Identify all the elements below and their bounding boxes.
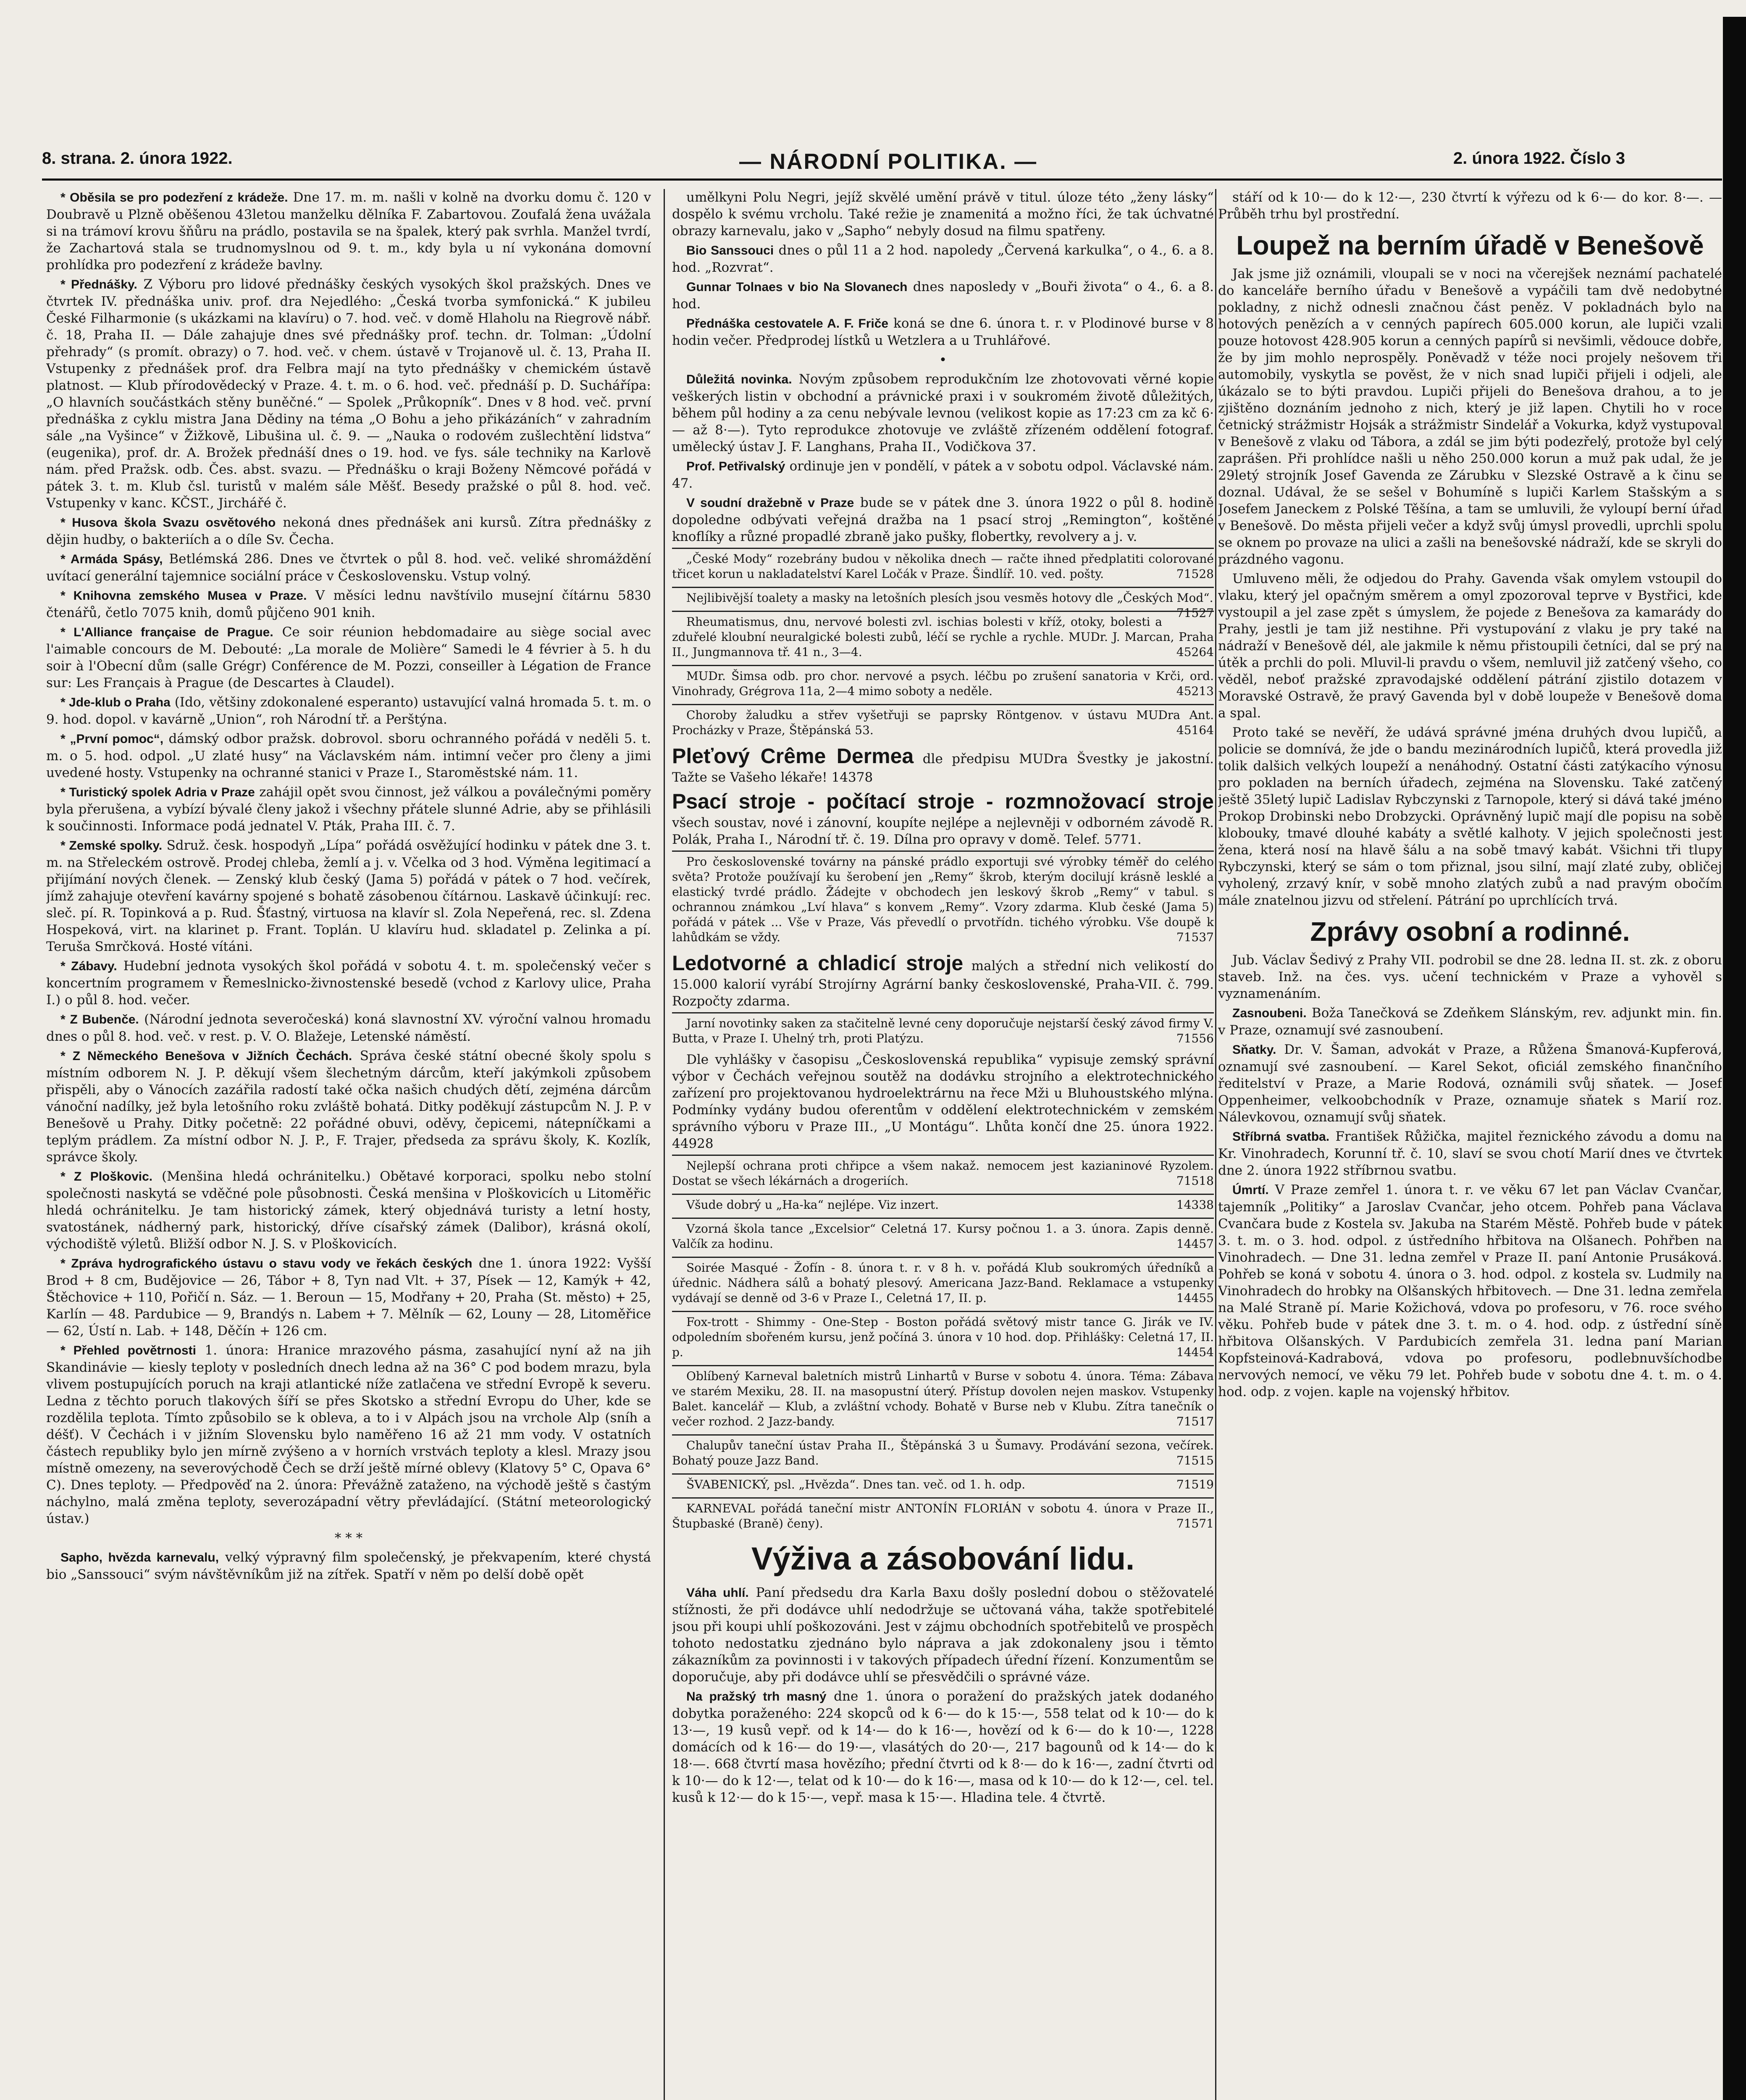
- item-text: (Národní jednota severočeská) koná slavnostní XV. výroční valnou hromadu dnes o půl 8. hod. več. v rest. p. V. O. Blažeje, Letenské náměstí.: [46, 1012, 651, 1044]
- item-headline: * „První pomoc“,: [60, 732, 164, 746]
- item-text: Jak jsme již oznámili, vloupali se v noci na včerejšek neznámí pachatelé do kanceláře berního úřadu v Benešově a vypáčili tam dvě nedobytné pokladny, z nichž odnesli značnou část peněz. V pokladnách bylo na hotových penězích a v cenných papírech 605.000 korun, ale lupiči vzali pouze hotovost 428.905 korun a cenných papírů si nevšimli, vědouce dobře, že by jim mohlo neprospěly. Poněvadž v téže noci projely nešovem tři automobily, vyskytla se pověst, že v nich snad lupiči přijeli i odjeli, ale úkázalo se to býti pravdou. Lupiči přijeli do Benešova drahou, a to je zjištěno doznáním jednoho z nich, který je již lapen. Chytili ho v roce četnický strážmistr Hojsák a strážmistr Sindelář a Vokurka, když vystupoval v Benešově z vlaku od Tábora, a zdál se jim býti podezřelý, protože byl celý zaprášen. Při prohlídce našli u něho 250.000 korun a muž pak udal, že je 29letý strojník Josef Gavenda ze Zárubku v Slezské Ostravě a k činu se doznal. Udával, že se sešel v Bohumíně s lupiči Karlem Stašským a s Josefem Janeckem z Polské Těšína, a tam se umluvili, že vyloupí berní úřad v Benešově. Do města přijeli večer a když svůj úmysl provedli, uprchli spolu se oknem po provaze na ulici a zašli na benešovské nádraží, kde se skryli do prázdného vagonu.: [1218, 266, 1722, 567]
- ad-number: 14338: [1176, 1198, 1214, 1212]
- item-text: dle předpisu MUDra Švestky je jakostní. Tažte se Vašeho lékaře! 14378: [672, 751, 1214, 785]
- news-item: [1218, 952, 1722, 1002]
- news-item: [46, 1047, 651, 1166]
- column-rule: [664, 189, 665, 2100]
- item-text: V měsíci lednu navštívilo musejní čítárnu 5830 čtenářů, četlo 7075 knih, domů půjčeno 901 knih.: [46, 588, 651, 620]
- item-headline: Váha uhlí.: [686, 1586, 749, 1600]
- item-headline: Úmrtí.: [1232, 1183, 1269, 1197]
- column-2: [672, 189, 1214, 2100]
- advertisement: Choroby žaludku a střev vyšetřuji se paprsky Röntgenov. v ústavu MUDra Ant. Procházky v Praze, Štěpánská 53. 45164: [672, 704, 1214, 740]
- page-header: [42, 149, 1722, 187]
- news-item: [46, 189, 651, 273]
- advertisement: „České Mody“ rozebrány budou v několika dnech — račte ihned předplatiti colorované třicet korun u nakladatelství Karel Ločák v Praze. Šindlíř. 10. ved. pošty. 71528: [672, 548, 1214, 584]
- item-text: dnes o půl 11 a 2 hod. napoledy „Červená karkulka“, o 4., 6. a 8. hod. „Rozvrat“.: [672, 243, 1214, 275]
- item-text: malých a střední nich velikostí do 15.000 kalorií vyrábí Strojírny Agrární banky československé, Praha-VII. č. 799. Rozpočty zdarma.: [672, 958, 1214, 1009]
- item-headline: Zasnoubeni.: [1232, 1006, 1307, 1020]
- item-text: Dne 17. m. m. našli v kolně na dvorku domu č. 120 v Doubravě u Plzně oběšenou 43letou manželku dělníka F. Zabartovou. Zoufalá žena uvážala si na trámoví krovu šňůru na prádlo, postavila se na špalek, který pak svrhla. Manžel tvrdí, že Zachartová stala se trudnomyslnou od 9. t. m., kdy byla u ní vykonána domovní prohlídka pro podezření z krádeže bavlny.: [46, 190, 651, 273]
- item-text: velký výpravný film společenský, je překvapením, které chystá bio „Sanssouci“ svým návštěvníkům již na zítřek. Spatří v něm po delší době opět: [46, 1550, 651, 1582]
- item-headline: Přednáška cestovatele A. F. Friče: [686, 317, 889, 331]
- item-text: 1. února: Hranice mrazového pásma, zasahující nyní až na jih Skandinávie — kiesly teploty v posledních dnech ledna až na 36° C pod bodem mrazu, byla vlivem postupujících poruch na kraji atlantické níže zatlačena ve střední Evropě k severu. Ledna z těchto poruch tlakových šíří se přes Skotsko a střední Evropu do Uher, kde se rozdělila teplota. Tímto způsobilo se k obleva, a to i v Alpách jsou na vrchole Alp (sníh a déšť). V Čechách i v jižním Slovensku bylo naměřeno 16 až 21 mm vody. V ostatních částech republiky bylo jen mírně zvýšeno a v horních vrstvách teploty a klesl. Mrazy jsou místně omezeny, na severovýchodě Čech se drží ještě mírné oblevy (Klatovy 5° C, Opava 6° C). Dnes teploty. — Předpověď na 2. února: Převážně zataženo, na východě ještě s častým náchylno, malá změna teploty, severozápadní větry převládající. (Státní meteorologický ústav.): [46, 1343, 651, 1526]
- item-headline: * Armáda Spásy,: [60, 552, 163, 566]
- news-item: [46, 551, 651, 585]
- item-text: Proto také se nevěří, že udává správné jména druhých dvou lupičů, a policie se domnívá, že jde o bandu mezinárodních lupičů, která provedla již tolik dalšich velkých loupeží a nenáhodný. Ostatní části zatýkacího výnosu pro pokladen na berních úřadech, zejména na Slovensku. Také zatčený ještě 35letý lupič Ladislav Rybczynski z Tarnopole, který si dává také jméno Prokop Drobinski nebo Drobzycki. Oprávněný lupič mají dle popisu na sobě klobouky, tmavé dlouhé kabáty a světlé kalhoty. V jejich společnosti jest žena, která nosí na hlavě šálu a na sobě tmavý kabát. Všichni tři tlupy Rybczynski, který se sám o tom přiznal, jsou silní, mají zlaté zuby, obličej vyholený, zrzavý knír, v sobě mnoho zlatých zubů a nad pravým obočím mále znatelnou jizvu od střelení. Pátrání po uprchlících trvá.: [1218, 725, 1722, 908]
- item-text: (Menšina hledá ochránitelku.) Obětavé korporaci, spolku nebo stolní společnosti naskytá se vděčné pole působnosti. Česká menšina v Ploškovicích u Litoměřic hledá ochránitelku. Je tam historický zámek, který objednává turisty a letní hosty, svatostánek, nádherný park, historický, dříve císařský zámek (Dalibor), krásná okolí, východiště výletů. Bližší odbor N. J. S. v Ploškovicích.: [46, 1169, 651, 1252]
- ad-number: 45213: [1176, 684, 1214, 698]
- news-item: [672, 1051, 1214, 1152]
- news-item: [1218, 1005, 1722, 1039]
- item-headline: * Oběsila se pro podezření z krádeže.: [60, 191, 288, 205]
- advertisement: MUDr. Šimsa odb. pro chor. nervové a psych. léčbu po zrušení sanatoria v Krči, ord. Vinohrady, Grégrova 11a, 2—4 mimo soboty a neděle. 45213: [672, 665, 1214, 701]
- news-item: [46, 694, 651, 728]
- item-text: dne 1. února o poražení do pražských jatek dodaného dobytka poraženého: 224 skopců od k 6·— do k 15·—, 558 telat od k 10·— do k 13·—, 19 kusů vepř. od k 14·— do k 16·—, hovězí od k 6·— do k 10·—, 1228 domácích od k 16·— do 19·—, vlasátých do 20·—, 217 bagounů od k 14·— do k 18·—. 668 čtvrtí masa hovězího; přední čtvrti od k 8·— do k 16·—, zadní čtvrti od k 10·— do k 12·—, telat od k 10·— do k 16·—, masa od k 10·— do k 12·—, cel. tel. kusů k 12·— do k 15·—, vepř. masa k 15·—. Hladina tele. 4 čtvrtě.: [672, 1689, 1214, 1805]
- item-text: Betlémská 286. Dnes ve čtvrtek o půl 8. hod. več. veliké shromáždění uvítací generální tajemnice sociální práce v Československu. Vstup volný.: [46, 551, 651, 584]
- item-text: dámský odbor pražsk. dobrovol. sboru ochranného pořádá v neděli 5. t. m. o 5. hod. odpol. „U zlaté husy“ na Václavském nám. intimní večer pro členy a jimi uvedené hosty. Vstupenky na ochranné stanici v Praze I., Staroměstské nám. 11.: [46, 731, 651, 780]
- section-heading: Výživa a zásobování lidu.: [751, 1541, 1135, 1577]
- ad-number: 45264: [1176, 645, 1214, 659]
- ad-number: 14454: [1176, 1345, 1214, 1359]
- item-headline: * Husova škola Svazu osvětového: [60, 516, 276, 530]
- item-text: bude se v pátek dne 3. února 1922 o půl 8. hodině dopoledne odbývati veřejná dražba na 1 psací stroj „Remington“, koštěné knoflíky a různé propadlé zbraně jako pušky, flobertky, revolvery a j. v.: [672, 495, 1214, 544]
- news-item: [672, 371, 1214, 455]
- news-item: [1218, 265, 1722, 568]
- header-left: 8. strana. 2. února 1922.: [42, 149, 233, 168]
- section-heading: Zprávy osobní a rodinné.: [1310, 916, 1630, 947]
- item-headline: * Zábavy.: [60, 959, 117, 973]
- item-text: Novým způsobem reprodukčním lze zhotovovati věrné kopie veškerých listin v obchodní a právnické praxi i v soukromém životě důležitých, během půl hodiny a za cenu nebývale levnou (velikost kopie as 17:23 cm za kč 6·— až 8·—). Tyto reprodukce zhotovuje ve zvláště zřízeném oddělení fotograf. umělecký ústav J. F. Langhans, Praha II., Vodičkova 37.: [672, 372, 1214, 454]
- masthead: — NÁRODNÍ POLITIKA. —: [739, 150, 1038, 174]
- item-text: Umluveno měli, že odjedou do Prahy. Gavenda však omylem vstoupil do vlaku, který jel opačným směrem a omyl zpozoroval teprve v Bystřici, kde vystoupil a jel zase zpět s úmyslem, že pojede z Benešova za kamarády do Prahy, jestli je tam již nestihne. Při vystupování z vlaku je pry také na nádraží v Benešově dél, ale jakmile k němu přistoupili četníci, dal se prý na útěk a prchli do poli. Mluvil-li pravdu o všem, nemluvil již zatčený všeho, co věděl, neboť pražské zpravodajské oddělení pátrání zjistilo dotazem v Moravské Ostravě, že pravý Gavenda byl v době loupeže v Benešově doma a spal.: [1218, 571, 1722, 721]
- item-text: všech soustav, nové i zánovní, koupíte nejlépe a nejlevněji v odborném závodě R. Polák, Praha I., Národní tř. č. 19. Dílna pro opravy v domě. Telef. 5771.: [672, 815, 1214, 847]
- advertisement: Fox-trott - Shimmy - One-Step - Boston pořádá světový mistr tance G. Jirák ve IV. odpoledním sbořeném kursu, jenž počíná 3. února v 10 hod. dop. Přihlášky: Celetná 17, II. p. 14454: [672, 1311, 1214, 1362]
- item-text: V Praze zemřel 1. února t. r. ve věku 67 let pan Václav Cvančar, tajemník „Politiky“ a Jaroslav Cvančar, jeho otcem. Pohřeb pana Václava Cvančara bude z Kostela sv. Jakuba na Starém Městě. Pohřeb bude v pátek 3. t. m. o 3. hod. odpol. z ústředního hřbitova na Olšanech. Pohřben na Vinohradech. — Dne 31. ledna zemřel v Praze II. paní Antonie Prusáková. Pohřeb se koná v sobotu 4. února o 3. hod. odpol. z kostela sv. Ludmily na Vinohradech do hrobky na Olšanských hřbitovech. — Dne 31. ledna zemřela na Malé Straně pí. Marie Kožichová, vdova po profesoru, v 76. roce svého věku. Pohřeb bude v pátek dne 3. t. m. o 4. hod. odp. z ústřední síně hřbitova Olšanských. V Pardubicích zemřela 31. ledna paní Marian Kopfsteinová-Kadrabová, vdova po profesoru, podlebnuvšíchodbe nervových nemocí, ve věku 79 let. Pohřeb bude v sobotu dne 4. t. m. o 4. hod. odp. z vojen. kaple na vojenský hřbitov.: [1218, 1182, 1722, 1399]
- ad-headline: Pleťový Crême Dermea: [672, 744, 914, 768]
- ad-number: 71571: [1176, 1517, 1214, 1530]
- item-headline: Stříbrná svatba.: [1232, 1130, 1330, 1144]
- advertisement: Oblíbený Karneval baletních mistrů Linhartů v Burse v sobotu 4. února. Téma: Zábava ve starém Mexiku, 28. II. na masopustní úterý. Přístup dovolen nejen maskov. Vstupenky Balet. kancelář — Klub, a zvláštní vchody. Bohatě v Burse neb v Klubu. Zítra tanečník o večer rozhod. 2 Jazz-bandy. 71517: [672, 1365, 1214, 1432]
- news-item: [46, 1011, 651, 1045]
- news-item: [672, 315, 1214, 349]
- news-item: [46, 587, 651, 621]
- item-text: Boža Tanečková se Zdeňkem Slánským, rev. adjunkt min. fin. v Praze, oznamují své zasnoubení.: [1218, 1005, 1722, 1038]
- section-heading: Loupež na berním úřadě v Benešově: [1236, 230, 1704, 260]
- item-headline: * Turistický spolek Adria v Praze: [60, 785, 255, 799]
- news-item: [46, 1342, 651, 1527]
- ad-number: 71556: [1176, 1032, 1214, 1045]
- item-headline: * Jde-klub o Praha: [60, 696, 171, 709]
- news-item: [46, 1549, 651, 1583]
- ad-headline: Psací stroje - počítací stroje - rozmnožovací stroje: [672, 790, 1214, 813]
- ad-number: 71527: [1176, 606, 1214, 620]
- ad-number: 45164: [1176, 723, 1214, 737]
- item-headline: * Přehled povětrnosti: [60, 1344, 197, 1357]
- section-divider: •: [939, 352, 947, 368]
- ad-number: 71537: [1176, 930, 1214, 944]
- item-text: František Růžička, majitel řeznického závodu a domu na Kr. Vinohradech, Korunní tř. č. 10, slaví se svou chotí Marií dnes ve čtvrtek dne 2. února 1922 stříbrnou svatbu.: [1218, 1129, 1722, 1178]
- item-text: (Ido, většiny zdokonalené esperanto) ustavující valná hromada 5. t. m. o 9. hod. dopol. v kavárně „Union“, roh Národní tř. a Perštýna.: [46, 695, 651, 727]
- item-headline: * Z Německého Benešova v Jižních Čechách.: [60, 1049, 352, 1063]
- advertisement: Pro československé továrny na pánské prádlo exportuji své výrobky téměř do celého světa? Protože používají ku šerobení jen „Remy“ škrob, kterým docilují krásně lesklé a elastický tvrdé prádlo. Žádejte v obchodech jen leskový škrob „Remy“ v tabul. s ochrannou známkou „Lví hlava“ s konvem „Remy“. Vzory zdarma. Klub české (Jama 5) pořádá v pátek ... Vše v Praze, Vás převedlí o prvotřídn. tichého výrobku. Vše doupě k lahůdkám se vždy. 71537: [672, 850, 1214, 948]
- item-headline: * Přednášky.: [60, 278, 137, 291]
- news-item: [672, 189, 1214, 239]
- news-item: [672, 950, 1214, 1010]
- news-item: [672, 278, 1214, 312]
- news-item: [46, 958, 651, 1008]
- item-text: nekoná dnes přednášek ani kursů. Zítra přednášky z dějin hudby, o bakteriích a o díle Sv. Čecha.: [46, 515, 651, 547]
- ad-number: 71518: [1176, 1174, 1214, 1188]
- column-1: [46, 189, 651, 2100]
- section-divider: * * *: [334, 1530, 363, 1546]
- column-rule: [1215, 189, 1216, 2100]
- item-text: ordinuje jen v pondělí, v pátek a v sobotu odpol. Václavské nám. 47.: [672, 459, 1214, 491]
- item-headline: * Zemské spolky.: [60, 839, 163, 853]
- news-item: [46, 624, 651, 691]
- news-item: [46, 514, 651, 548]
- news-item: [46, 276, 651, 512]
- item-headline: * Zpráva hydrografického ústavu o stavu vody ve řekách českých: [60, 1257, 473, 1270]
- news-item: [672, 458, 1214, 492]
- ad-number: 71515: [1176, 1454, 1214, 1467]
- advertisement: Vzorná škola tance „Excelsior“ Celetná 17. Kursy počnou 1. a 3. února. Zapis denně. Valčík za hodinu. 14457: [672, 1218, 1214, 1254]
- header-rule: [42, 178, 1722, 181]
- item-headline: Bio Sanssouci: [686, 244, 774, 257]
- news-item: [46, 784, 651, 835]
- news-item: [672, 1584, 1214, 1685]
- item-text: Z Výboru pro lidové přednášky českých vysokých škol pražských. Dnes ve čtvrtek IV. přednáška univ. prof. dra Nejedlého: „Česká tvorba symfonická.“ K jubileu České Filharmonie (s ukázkami na klavíru) o 7. hod. več. v domě Hlaholu na Riegrově nábř. č. 18, Praha II. — Dále zahajuje dnes své přednášky prof. techn. dr. Tolman: „Údolní přehrady“ (s promít. obrazy) o 7. hod. več. v chem. ústavě v Trojanově ul. č. 13, Praha II. Vstupenky z přednášek prof. dra Felbra mají na tyto přednášky v chemickém ústavě platnost. — Klub přírodovědecký v Praze. 4. t. m. o 6. hod. več. přednáší p. D. Suchářípa: „O hlavních součástkách stěny buněčné.“ — Spolek „Průkopník“. Dnes v 8 hod. več. první přednáška z cyklu mistra Jana Dědiny na téma „O Bohu a jeho přikázáních“ v zahradním sále „na Vyšince“ v Žižkově, Libušina ul. č. 9. — „Nauka o rodovém zušlechtění lidstva“ (eugenika), prof. dr. A. Brožek přednáší dnes o 19. hod. ve fys. sále techniky na Karlově nám. před Pražsk. odb. Čes. abst. svazu. — Přednášku o kraji Boženy Němcové pořádá v pátek 3. t. m. Klub čsl. turistů v malém sále Měšť. Besedy pražské o půl 8. hod. več. Vstupenky v kanc. KČST., Jirchářé č.: [46, 277, 651, 511]
- news-item: [672, 242, 1214, 276]
- advertisement: Chalupův taneční ústav Praha II., Štěpánská 3 u Šumavy. Prodávání sezona, večírek. Bohatý pouze Jazz Band. 71515: [672, 1434, 1214, 1471]
- item-text: Správa české státní obecné školy spolu s místním odborem N. J. P. děkují všem šlechetným dárcům, kteří jakýmkoli způsobem přispěli, aby o Vánocích zazářila radostí také očka našich chudých dětí, zejména dárcům vánoční nadílky, jež byla letošního roku zvláště bohatá. Ditky poděkují zástupcům N. J. P. v Benešově u Prahy. Ditky početně: 22 pořádné obuvi, oděvy, čepicemi, nátepníčkami a teplým prádlem. Za místní odbor N. J. P., F. Trajer, předseda za správu školy, K. Kozlík, správce školy.: [46, 1048, 651, 1165]
- item-text: umělkyni Polu Negri, jejíž skvělé umění právě v titul. úloze této „ženy lásky“ dospělo k svému vrcholu. Také režie je znamenitá a možno říci, že tak úchvatné obrazy karnevalu, jako v „Sapho“ nebyly dosud na filmu spatřeny.: [672, 190, 1214, 239]
- news-item: [672, 494, 1214, 545]
- item-headline: V soudní dražebně v Praze: [686, 496, 854, 510]
- advertisement: Rheumatismus, dnu, nervové bolesti zvl. ischias bolesti v kříž, otoky, bolesti a zduřelé kloubní neuralgické bolesti zubů, léčí se rychle a rychle. MUDr. J. Marcan, Praha II., Jungmannova tř. 41 n., 3—4. 45264: [672, 611, 1214, 662]
- item-headline: * Knihovna zemského Musea v Praze.: [60, 589, 307, 603]
- advertisement: Soirée Masqué - Žofín - 8. února t. r. v 8 h. v. pořádá Klub soukromých úředníků a úřednic. Nádhera sálů a bohatý plesový. Americana Jazz-Band. Reklamace a vstupenky vydávají se denně od 3-6 v Praze I., Celetná 17, II. p. 14455: [672, 1257, 1214, 1308]
- item-text: Paní předsedu dra Karla Baxu došly poslední dobou o stěžovatelé stížnosti, že při dodávce uhlí nedodržuje se učtovaná váha, takže spotřebitelé jsou při koupi uhlí poškozováni. Jest v zájmu obchodních spotřebitelů ve prospěch tohoto nedostatku zjednáno bylo náprava a jak zdokonaleny jsou i těmto zákazníkům za povinnosti i v takových případech úřední řízení. Konzumentům se doporučuje, aby při dodávce uhlí se přesvědčili o správné váze.: [672, 1585, 1214, 1685]
- item-headline: * Z Ploškovic.: [60, 1170, 153, 1184]
- item-headline: Důležitá novinka.: [686, 373, 792, 386]
- news-item: [46, 730, 651, 781]
- news-item: [672, 1688, 1214, 1806]
- advertisement: Nejlepší ochrana proti chřipce a všem nakaž. nemocem jest kazianinové Ryzolem. Dostat se všech lékárnách a drogeriích. 71518: [672, 1155, 1214, 1191]
- item-text: Ce soir réunion hebdomadaire au siège social avec l'aimable concours de M. Debouté: „La morale de Molière“ Samedi le 4 février à 5. h du soir à l'Obecní dům (salle Grégr) Conférence de M. Pozzi, conseiller à Légation de France sur: Les Français à Prague (de Descartes à Claudel).: [46, 625, 651, 690]
- item-text: dnes naposledy v „Bouři života“ o 4., 6. a 8. hod.: [672, 279, 1214, 312]
- news-item: [46, 837, 651, 955]
- item-text: dne 1. února 1922: Vyšší Brod + 8 cm, Budějovice — 26, Tábor + 8, Tyn nad Vlt. + 37, Písek — 12, Kamýk + 42, Štěchovice + 110, Pořičí n. Sáz. — 1. Beroun — 15, Modřany + 20, Praha (St. město) + 25, Karlín — 48. Pardubice — 9, Brandýs n. Labem + 7. Mělník — 62, Louny — 28, Litoměřice — 62, Ústí n. Lab. + 148, Děčín + 126 cm.: [46, 1256, 651, 1339]
- news-item: [672, 788, 1214, 848]
- advertisement: Nejlibivější toalety a masky na letošních plesích jsou vesměs hotovy dle „Českých Mod“. 71527: [672, 587, 1214, 608]
- ad-number: 71519: [1176, 1478, 1214, 1491]
- item-text: koná se dne 6. února t. r. v Plodinové burse v 8 hodin večer. Předprodej lístků u Wetzlera a u Truhlářové.: [672, 316, 1214, 348]
- item-headline: Gunnar Tolnaes v bio Na Slovanech: [686, 280, 908, 294]
- news-item: [46, 1168, 651, 1252]
- news-item: [1218, 724, 1722, 909]
- item-text: Sdruž. česk. hospodyň „Lípa“ pořádá osvěžující hodinku v pátek dne 3. t. m. na Střeleckém ostrově. Prodej chleba, žemlí a j. v. Včelka od 3 hod. Výměna legitimací a přijímání nových členek. — Zenský klub český (Jama 5) pořádá v pátek o 7 hod. večírek, jímž zahajuje otevření kavárny spojené s bohatě zásobenou čítárnou. Laskavě účinkují: rec. sleč. pí. R. Topinková a p. Rud. Šťastný, virtuosa na klavír sl. Zola Nepeřená, rec. sl. Zdena Hospeková, virt. na klarinet p. Frant. Toplán. U klavíru hud. skladatel p. Zelinka a pí. Teruša Smrčková. Hosté vítáni.: [46, 838, 651, 954]
- item-text: Dle vyhlášky v časopisu „Československá republika“ vypisuje zemský správní výbor v Čechách veřejnou soutěž na dodávku strojního a elektrotechnického zařízení pro projektovanou hydroelektrárnu na řece Mži u Bluhoustského mlýna. Podmínky vydány budou oferentům v oddělení elektrotechnickém v zemském správního výboru v Praze III., „U Montágu“. Lhůta končí dne 25. února 1922. 44928: [672, 1052, 1214, 1151]
- ad-number: 14457: [1176, 1237, 1214, 1251]
- item-headline: Prof. Petřivalský: [686, 459, 785, 473]
- advertisement: Všude dobrý u „Ha-ka“ nejlépe. Viz inzert. 14338: [672, 1194, 1214, 1215]
- ad-number: 71517: [1176, 1415, 1214, 1428]
- ad-number: 14455: [1176, 1291, 1214, 1305]
- news-item: [1218, 189, 1722, 223]
- item-text: stáří od k 10·— do k 12·—, 230 čtvrtí k výřezu od k 6·— do kor. 8·—. — Průběh trhu byl prostřední.: [1218, 190, 1722, 222]
- advertisement: ŠVABENICKÝ, psl. „Hvězda“. Dnes tan. več. od 1. h. odp. 71519: [672, 1473, 1214, 1495]
- header-right: 2. února 1922. Číslo 3: [1453, 149, 1625, 168]
- news-item: [1218, 1181, 1722, 1400]
- item-text: Hudební jednota vysokých škol pořádá v sobotu 4. t. m. společenský večer s koncertním programem v Řemeslnicko-živnostenské besedě (vchod z Karlovy ulice, Praha I.) o půl 8. hod. večer.: [46, 958, 651, 1008]
- advertisement: Jarní novotinky saken za stačitelně levné ceny doporučuje nejstarší český závod firmy V. Butta, v Praze I. Uhelný trh, proti Platýzu. 71556: [672, 1012, 1214, 1049]
- item-headline: Na pražský trh masný: [686, 1690, 827, 1704]
- news-item: [672, 743, 1214, 786]
- news-item: [1218, 570, 1722, 722]
- scan-edge: [1723, 17, 1746, 2100]
- advertisement: KARNEVAL pořádá taneční mistr ANTONÍN FLORIÁN v sobotu 4. února v Praze II., Štupbaské (Braně) čeny). 71571: [672, 1497, 1214, 1534]
- news-item: [1218, 1041, 1722, 1126]
- item-headline: Sapho, hvězda karnevalu,: [60, 1551, 219, 1564]
- item-text: Jub. Václav Šedivý z Prahy VII. podrobil se dne 28. ledna II. st. zk. z oboru staveb. Inž. na čes. vys. učení technickém v Praze a vyhověl s vyznamenáním.: [1218, 953, 1722, 1001]
- news-item: [46, 1255, 651, 1339]
- item-text: Dr. V. Šaman, advokát v Praze, a Růžena Šmanová-Kupferová, oznamují své zasnoubení. — Karel Sekot, oficiál zemského finančního ředitelství v Praze, a Marie Rodová, oznámili svůj sňatek. — Josef Oppenheimer, velkoobchodník v Praze, oznamuje sňatek s Marií roz. Nálevkovou, oznamují svůj sňatek.: [1218, 1042, 1722, 1125]
- item-headline: * Z Bubenče.: [60, 1013, 139, 1026]
- ad-headline: Ledotvorné a chladicí stroje: [672, 951, 964, 975]
- ad-number: 71528: [1176, 567, 1214, 581]
- item-text: zahájil opět svou činnost, jež válkou a poválečnými poměry byla přerušena, a vybízí bývalé členy jakož i všechny přátele slunné Adrie, aby se přihlásili k součinnosti. Informace podá jednatel V. Pták, Praha III. č. 7.: [46, 785, 651, 834]
- item-headline: * L'Alliance française de Prague.: [60, 625, 273, 639]
- column-3: [1218, 189, 1722, 2100]
- item-headline: Sňatky.: [1232, 1043, 1276, 1057]
- news-item: [1218, 1128, 1722, 1179]
